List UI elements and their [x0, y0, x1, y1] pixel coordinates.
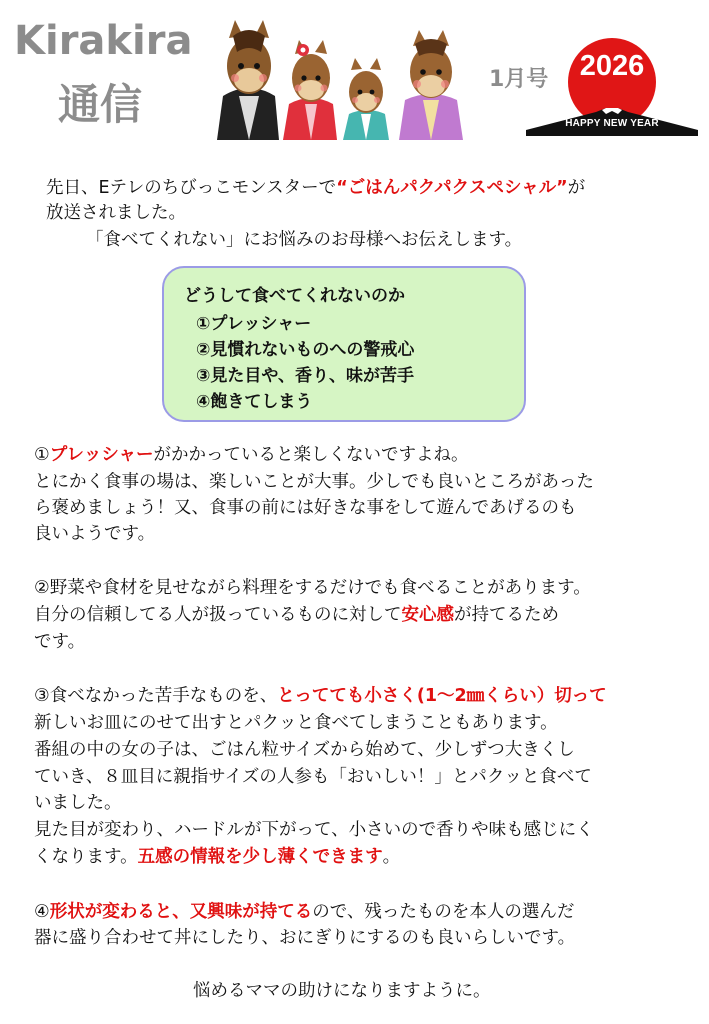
section3-text: いました。 — [34, 793, 122, 813]
newsletter-title: Kirakira — [14, 18, 193, 64]
intro-line-1: 先日、Eテレのちびっこモンスターで“ごはんパクパクスペシャル”が — [46, 178, 586, 198]
section2-text: です。 — [34, 632, 86, 652]
section1-text: 良いようです。 — [34, 524, 156, 544]
section3-text: 番組の中の女の子は、ごはん粒サイズから始めて、少しずつ大きくし — [34, 740, 575, 760]
section4-text: 器に盛り合わせて丼にしたり、おにぎりにするのも良いらしいです。 — [34, 928, 576, 948]
section3-text: 見た目が変わり、ハードルが下がって、小さいので香りや味も感じにく — [34, 820, 594, 840]
reason-item: ②見慣れないものへの警戒心 — [196, 340, 415, 360]
section3-text: 新しいお皿にのせて出すとパクッと食べてしまうこともあります。 — [34, 713, 558, 733]
section4-heading: ④形状が変わると、又興味が持てるので、残ったものを本人の選んだ — [34, 902, 575, 922]
reason-item: ④飽きてしまう — [196, 392, 313, 412]
section2-text: 自分の信頼してる人が扱っているものに対して安心感が持てるため — [34, 605, 559, 625]
section3-text: くなります。五感の情報を少し薄くできます。 — [34, 847, 401, 867]
section1-text: ら褒めましょう！又、食事の前には好きな事をして遊んであげるのも — [34, 498, 577, 518]
greeting-label: HAPPY NEW YEAR — [565, 118, 659, 129]
reason-item: ①プレッシャー — [196, 314, 312, 334]
program-title: “ごはんパクパクスペシャル” — [336, 178, 568, 198]
newsletter-subtitle: 通信 — [58, 80, 143, 129]
closing-message: 悩めるママの助けになりますように。 — [193, 981, 491, 1001]
issue-label: 1月号 — [489, 67, 549, 92]
reasons-title: どうして食べてくれないのか — [184, 286, 405, 306]
section3-text: ていき、８皿目に親指サイズの人参も「おいしい！」とパクッと食べて — [34, 767, 592, 787]
year-label: 2026 — [579, 50, 645, 82]
intro-line-3: 「食べてくれない」にお悩みのお母様へお伝えします。 — [86, 230, 523, 250]
section3-heading: ③食べなかった苦手なものを、とってても小さく(1〜2㎜くらい）切って — [34, 686, 607, 706]
section2-heading: ②野菜や食材を見せながら料理をするだけでも食べることがあります。 — [34, 578, 591, 598]
reason-item: ③見た目や、香り、味が苦手 — [196, 366, 415, 386]
intro-line-2: 放送されました。 — [46, 203, 186, 223]
section1-heading: ①プレッシャーがかかっていると楽しくないですよね。 — [34, 445, 469, 465]
section1-text: とにかく食事の場は、楽しいことが大事。少しでも良いところがあった — [34, 472, 594, 492]
horse-family-illustration — [215, 18, 477, 140]
